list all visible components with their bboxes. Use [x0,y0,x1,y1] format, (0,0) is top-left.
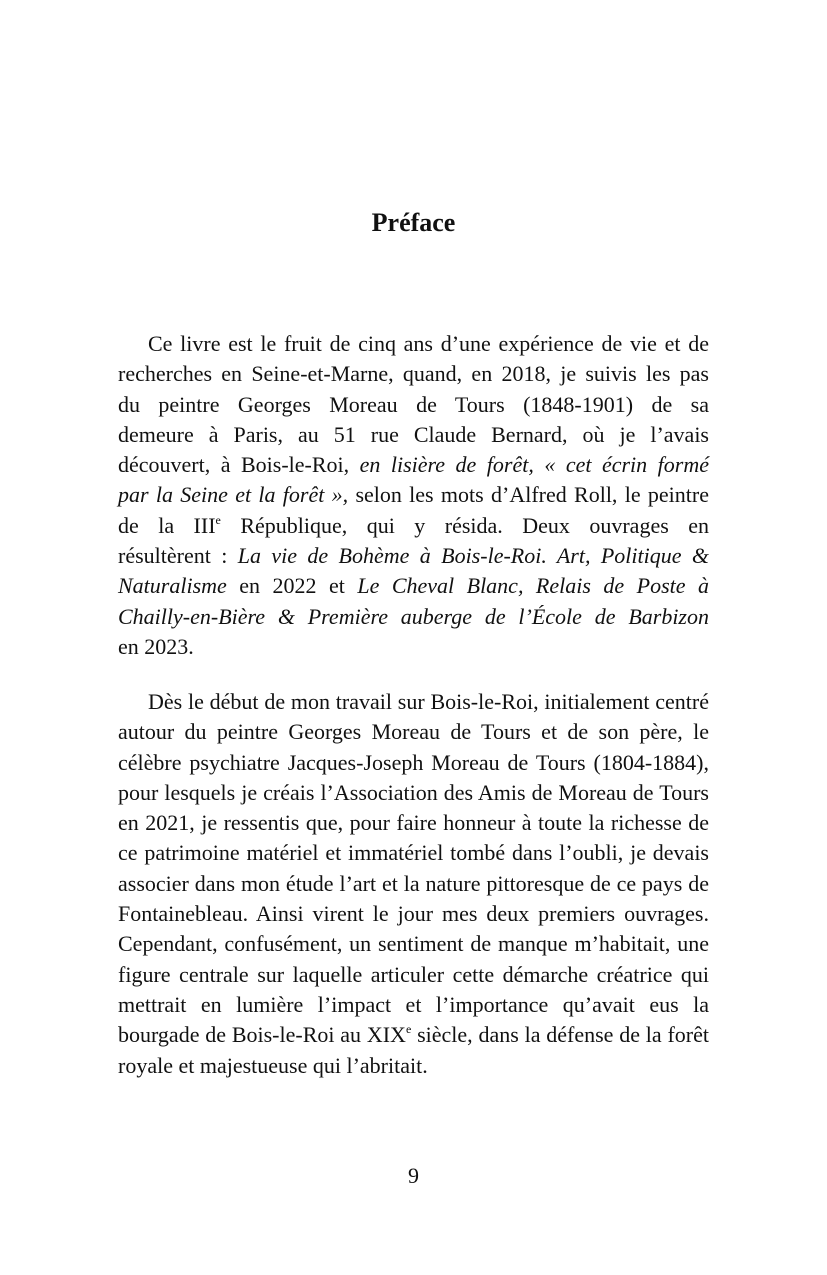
text-line: royale et majestueuse qui l’abritait. [118,1052,428,1078]
text-line: par la Seine et la forêt », selon les mots d’Alfred Roll, le peintre [118,482,709,508]
page-title: Préface [371,208,456,237]
text-line: en 2023. [118,633,194,659]
text-line: Naturalisme en 2022 et Le Cheval Blanc, Relais de Poste à [118,573,709,599]
book-title: Naturalisme [118,573,227,599]
superscript: e [215,512,221,527]
text-line: de la IIIe République, qui y résida. Deux ouvrages en [118,512,709,538]
text-line: en 2021, je ressentis que, pour faire honneur à toute la richesse de [118,810,709,836]
text-line [118,602,709,632]
paragraph-1 [118,329,709,662]
text-line: pour lesquels je créais l’Association des Amis de Moreau de Tours [118,779,709,805]
text-line: découvert, à Bois-le-Roi, en lisière de forêt, « cet écrin formé [118,452,709,478]
italic-phrase: en lisière de forêt, « cet écrin formé [359,452,709,478]
text-line: Ce livre est le fruit de cinq ans d’une expérience de vie et de [148,331,709,356]
text-line: résultèrent : La vie de Bohème à Bois-le-Roi. Art, Politique & [118,543,709,569]
text-line: du peintre Georges Moreau de Tours (1848-1901) de sa [118,391,709,417]
text-line: autour du peintre Georges Moreau de Tours et de son père, le [118,719,709,745]
text-line: associer dans mon étude l’art et la nature pittoresque de ce pays de [118,870,709,896]
text-line: célèbre psychiatre Jacques-Joseph Moreau de Tours (1804-1884), [118,749,709,775]
text-line: Dès le début de mon travail sur Bois-le-Roi, initialement centré [148,689,709,714]
text-line: recherches en Seine-et-Marne, quand, en 2018, je suivis les pas [118,361,709,387]
text-line: demeure à Paris, au 51 rue Claude Bernard, où je l’avais [118,421,709,447]
superscript: e [405,1022,412,1037]
italic-phrase: par la Seine et la forêt », [118,482,349,508]
book-title: La vie de Bohème à Bois-le-Roi. Art, Politique & [237,543,709,569]
text-line: figure centrale sur laquelle articuler cette démarche créatrice qui [118,961,709,987]
text-line: Fontainebleau. Ainsi virent le jour mes deux premiers ouvrages. [118,901,709,927]
text-line: bourgade de Bois-le-Roi au XIXe siècle, dans la défense de la forêt [118,1022,709,1048]
book-title: Chailly-en-Bière & Première auberge de l’École de Barbizon [118,603,709,629]
page-number: 9 [408,1163,419,1188]
text-line: mettrait en lumière l’impact et l’importance qu’avait eus la [118,991,709,1017]
text-line: ce patrimoine matériel et immatériel tombé dans l’oubli, je devais [118,840,709,866]
text-line: Cependant, confusément, un sentiment de manque m’habitait, une [118,931,709,957]
paragraph-2 [118,687,709,1081]
book-title: Le Cheval Blanc, Relais de Poste à [357,573,709,599]
